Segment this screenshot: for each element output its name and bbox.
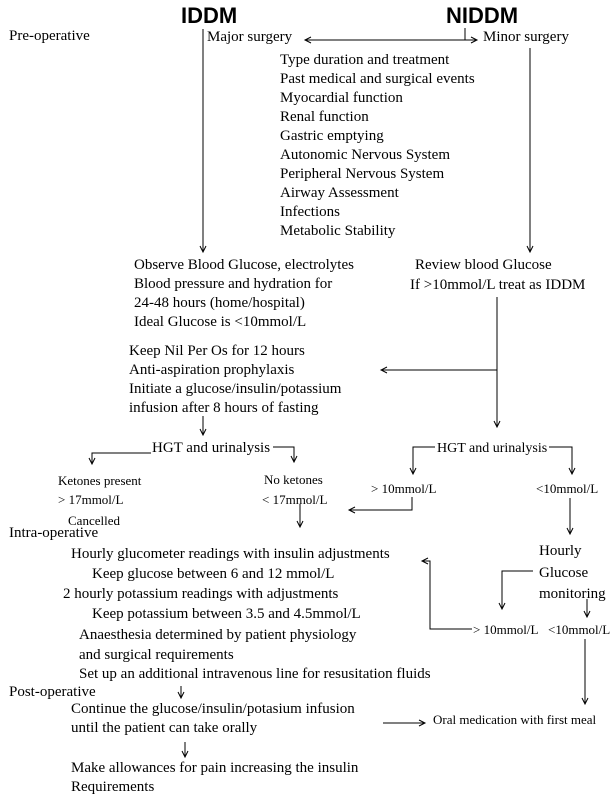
observe-block-line: Ideal Glucose is <10mmol/L bbox=[134, 314, 307, 330]
outcome-lt10-lower: <10mmol/L bbox=[548, 622, 611, 637]
outcome-gt10-lower: > 10mmol/L bbox=[473, 622, 539, 637]
continue-block-line: until the patient can take orally bbox=[71, 720, 258, 736]
arrow-gt10-lower-to-intra bbox=[422, 561, 472, 629]
anaesthesia-block-line: and surgical requirements bbox=[79, 647, 234, 663]
stage-intra-operative: Intra-operative bbox=[9, 525, 99, 541]
npo-block-line: Keep Nil Per Os for 12 hours bbox=[129, 343, 305, 359]
arrow-gt10-upper-to-no-ketones bbox=[349, 497, 412, 510]
arrow-hgt-right-to-gt10 bbox=[413, 447, 435, 474]
stage-pre-operative: Pre-operative bbox=[9, 28, 90, 44]
assessment-item: Airway Assessment bbox=[280, 185, 399, 201]
arrow-hgt-left-to-ketones bbox=[92, 453, 151, 464]
anaesthesia-block-line: Anaesthesia determined by patient physiology bbox=[79, 627, 357, 643]
assessment-item: Peripheral Nervous System bbox=[280, 166, 445, 182]
npo-block-line: infusion after 8 hours of fasting bbox=[129, 400, 319, 416]
outcome-ketones-present: Ketones present bbox=[58, 473, 142, 488]
hgt-node-left: HGT and urinalysis bbox=[152, 440, 271, 456]
observe-block-line: Observe Blood Glucose, electrolytes bbox=[134, 257, 354, 273]
assessment-item: Myocardial function bbox=[280, 90, 403, 106]
assessment-item: Metabolic Stability bbox=[280, 223, 396, 239]
hourly-monitoring-line: Hourly bbox=[539, 543, 582, 559]
outcome-cancelled: Cancelled bbox=[68, 513, 120, 528]
anaesthesia-block-line: Set up an additional intravenous line for resusitation fluids bbox=[79, 666, 431, 682]
hourly-monitoring-line: Glucose bbox=[539, 565, 589, 581]
hourly-monitoring-line: monitoring bbox=[539, 586, 606, 602]
outcome-no-ketones: No ketones bbox=[264, 472, 323, 487]
assessment-item: Renal function bbox=[280, 109, 369, 125]
hgt-node-right: HGT and urinalysis bbox=[437, 441, 548, 456]
observe-block-line: 24-48 hours (home/hospital) bbox=[134, 295, 305, 311]
outcome-ketones-value: > 17mmol/L bbox=[58, 492, 124, 507]
pain-block-line: Make allowances for pain increasing the insulin bbox=[71, 760, 359, 776]
observe-block-line: Blood pressure and hydration for bbox=[134, 276, 333, 292]
pain-block-line: Requirements bbox=[71, 779, 155, 794]
review-block-line: Review blood Glucose bbox=[415, 257, 552, 273]
outcome-no-ketones-value: < 17mmol/L bbox=[262, 492, 328, 507]
column-title-niddm: NIDDM bbox=[446, 3, 519, 28]
intra-block-line: Keep glucose between 6 and 12 mmol/L bbox=[92, 566, 335, 582]
assessment-item: Type duration and treatment bbox=[280, 52, 450, 68]
assessment-list bbox=[280, 51, 475, 241]
assessment-item: Infections bbox=[280, 204, 340, 220]
arrow-hgt-left-to-no-ketones bbox=[273, 447, 294, 462]
branch-minor-surgery: Minor surgery bbox=[483, 29, 569, 45]
arrow-hgt-right-to-lt10 bbox=[549, 447, 572, 474]
npo-block-line: Initiate a glucose/insulin/potassium bbox=[129, 381, 342, 397]
continue-block-line: Continue the glucose/insulin/potasium infusion bbox=[71, 701, 355, 717]
assessment-item: Gastric emptying bbox=[280, 128, 384, 144]
outcome-gt10-upper: > 10mmol/L bbox=[371, 481, 437, 496]
assessment-item: Autonomic Nervous System bbox=[280, 147, 450, 163]
intra-block-line: 2 hourly potassium readings with adjustments bbox=[63, 586, 339, 602]
column-title-iddm: IDDM bbox=[181, 3, 238, 28]
outcome-lt10-upper: <10mmol/L bbox=[536, 481, 599, 496]
npo-block-line: Anti-aspiration prophylaxis bbox=[129, 362, 295, 378]
assessment-item: Past medical and surgical events bbox=[280, 71, 475, 87]
stage-post-operative: Post-operative bbox=[9, 684, 96, 700]
branch-major-surgery: Major surgery bbox=[207, 29, 293, 45]
review-block-line: If >10mmol/L treat as IDDM bbox=[410, 277, 586, 293]
oral-medication-note: Oral medication with first meal bbox=[433, 712, 597, 727]
intra-block-line: Hourly glucometer readings with insulin adjustments bbox=[71, 546, 390, 562]
arrow-glucose-to-gt10-lower bbox=[502, 571, 533, 609]
intra-block-line: Keep potassium between 3.5 and 4.5mmol/L bbox=[92, 606, 361, 622]
